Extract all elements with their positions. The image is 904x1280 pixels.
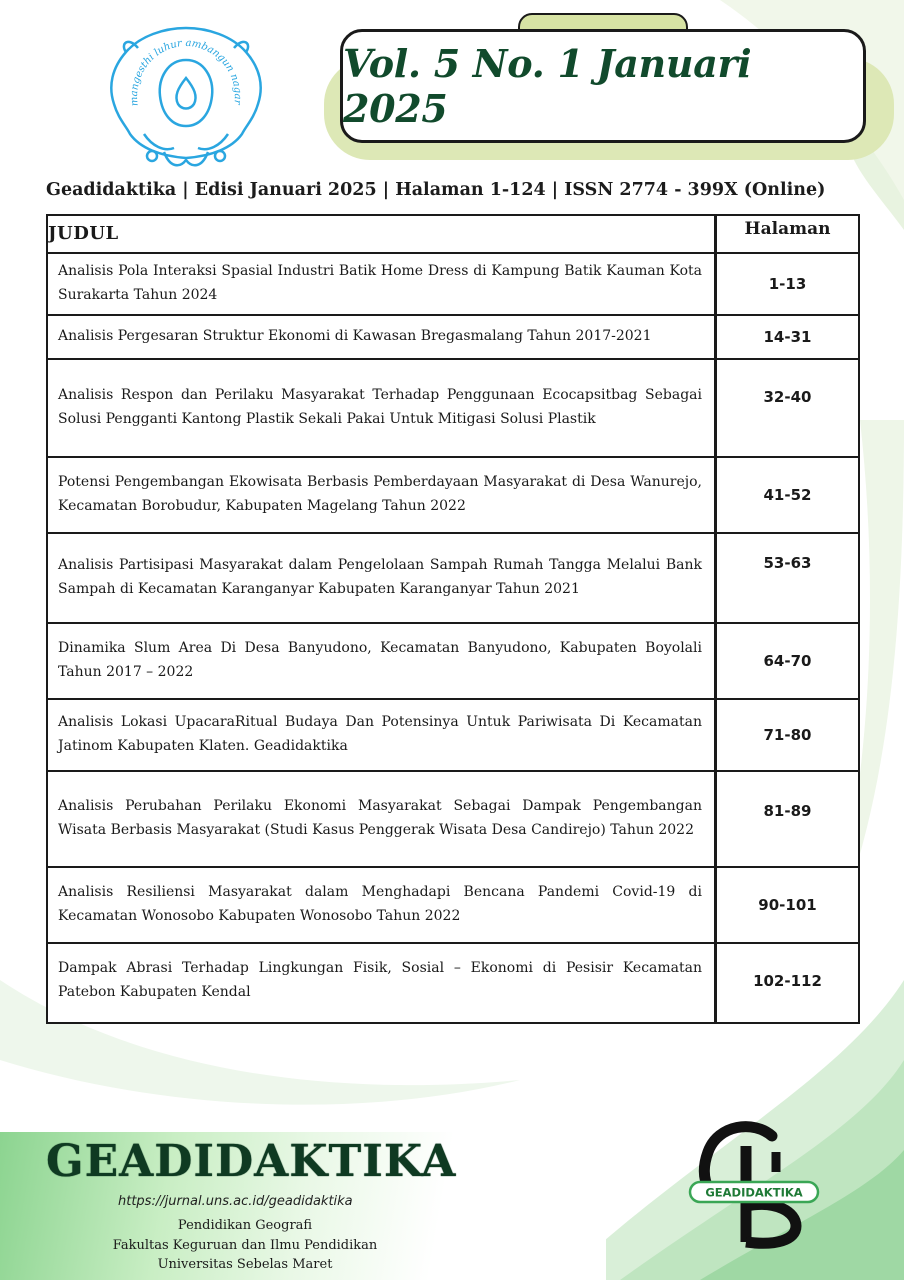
publisher-line-3: Universitas Sebelas Maret bbox=[157, 1257, 333, 1272]
table-row bbox=[48, 532, 858, 622]
article-title: Analisis Pola Interaksi Spasial Industri Batik Home Dress di Kampung Batik Kauman Kota Surakarta Tahun 2024 bbox=[58, 263, 702, 303]
table-header-row bbox=[48, 216, 858, 252]
university-logo bbox=[108, 22, 264, 172]
table-row bbox=[48, 314, 858, 358]
table-row bbox=[48, 252, 858, 314]
article-title: Dampak Abrasi Terhadap Lingkungan Fisik, Sosial – Ekonomi di Pesisir Kecamatan Patebon Kabupaten Kendal bbox=[58, 960, 702, 1000]
volume-title: Vol. 5 No. 1 Januari 2025 bbox=[343, 41, 752, 131]
article-title-cell bbox=[48, 772, 714, 866]
table-row bbox=[48, 942, 858, 1022]
volume-banner bbox=[340, 29, 866, 143]
edition-info-line: Geadidaktika | Edisi Januari 2025 | Halaman 1-124 | ISSN 2774 - 399X (Online) bbox=[46, 180, 826, 200]
article-title: Dinamika Slum Area Di Desa Banyudono, Kecamatan Banyudono, Kabupaten Boyolali Tahun 2017 – 2022 bbox=[58, 640, 702, 680]
table-row bbox=[48, 770, 858, 866]
article-title-cell bbox=[48, 868, 714, 942]
article-title: Analisis Resiliensi Masyarakat dalam Menghadapi Bencana Pandemi Covid-19 di Kecamatan Wonosobo Kabupaten Wonosobo Tahun 2022 bbox=[58, 884, 702, 924]
article-title: Potensi Pengembangan Ekowisata Berbasis Pemberdayaan Masyarakat di Desa Wanurejo, Kecamatan Borobudur, Kabupaten Magelang Tahun 2022 bbox=[58, 474, 702, 514]
column-header-judul: JUDUL bbox=[48, 223, 119, 244]
table-of-contents bbox=[46, 214, 860, 1024]
article-pages: 1-13 bbox=[714, 254, 858, 314]
article-title: Analisis Perubahan Perilaku Ekonomi Masyarakat Sebagai Dampak Pengembangan Wisata Berbasis Masyarakat (Studi Kasus Penggerak Wisata Desa Candirejo) Tahun 2022 bbox=[58, 798, 702, 838]
article-pages: 14-31 bbox=[714, 316, 858, 358]
table-row bbox=[48, 698, 858, 770]
publisher-line-1: Pendidikan Geografi bbox=[177, 1218, 313, 1233]
article-title-cell bbox=[48, 534, 714, 622]
article-title-cell bbox=[48, 944, 714, 1022]
article-title: Analisis Lokasi UpacaraRitual Budaya Dan Potensinya Untuk Pariwisata Di Kecamatan Jatinom Kabupaten Klaten. Geadidaktika bbox=[58, 714, 702, 754]
article-pages: 64-70 bbox=[714, 624, 858, 698]
publisher-line-2: Fakultas Keguruan dan Ilmu Pendidikan bbox=[112, 1237, 378, 1253]
article-title: Analisis Respon dan Perilaku Masyarakat Terhadap Penggunaan Ecocapsitbag Sebagai Solusi Pengganti Kantong Plastik Sekali Pakai Untuk Mitigasi Solusi Plastik bbox=[58, 387, 702, 427]
article-pages: 32-40 bbox=[714, 360, 858, 456]
table-row bbox=[48, 358, 858, 456]
article-title: Analisis Pergesaran Struktur Ekonomi di Kawasan Bregasmalang Tahun 2017-2021 bbox=[58, 328, 652, 344]
table-row bbox=[48, 866, 858, 942]
article-title-cell bbox=[48, 624, 714, 698]
article-pages: 41-52 bbox=[714, 458, 858, 532]
publisher-info bbox=[80, 1216, 410, 1275]
table-row bbox=[48, 456, 858, 532]
article-title-cell bbox=[48, 254, 714, 314]
article-title: Analisis Partisipasi Masyarakat dalam Pengelolaan Sampah Rumah Tangga Melalui Bank Sampah di Kecamatan Karanganyar Kabupaten Karanganyar Tahun 2021 bbox=[58, 557, 702, 597]
header-title-cell bbox=[48, 216, 714, 252]
article-title-cell bbox=[48, 360, 714, 456]
table-row bbox=[48, 622, 858, 698]
article-title-cell bbox=[48, 700, 714, 770]
logo-motto: mangesthi luhur ambangun nagar bbox=[128, 37, 243, 107]
journal-brand: GEADIDAKTIKA bbox=[46, 1136, 457, 1187]
article-pages: 81-89 bbox=[714, 772, 858, 866]
article-pages: 53-63 bbox=[714, 534, 858, 622]
article-title-cell bbox=[48, 316, 714, 358]
article-pages: 102-112 bbox=[714, 944, 858, 1022]
journal-url[interactable]: https://jurnal.uns.ac.id/geadidaktika bbox=[118, 1194, 353, 1209]
column-header-halaman: Halaman bbox=[714, 216, 858, 252]
gd-logo-label: GEADIDAKTIKA bbox=[705, 1185, 803, 1200]
geadidaktika-logo bbox=[684, 1112, 824, 1252]
article-pages: 71-80 bbox=[714, 700, 858, 770]
article-pages: 90-101 bbox=[714, 868, 858, 942]
article-title-cell bbox=[48, 458, 714, 532]
